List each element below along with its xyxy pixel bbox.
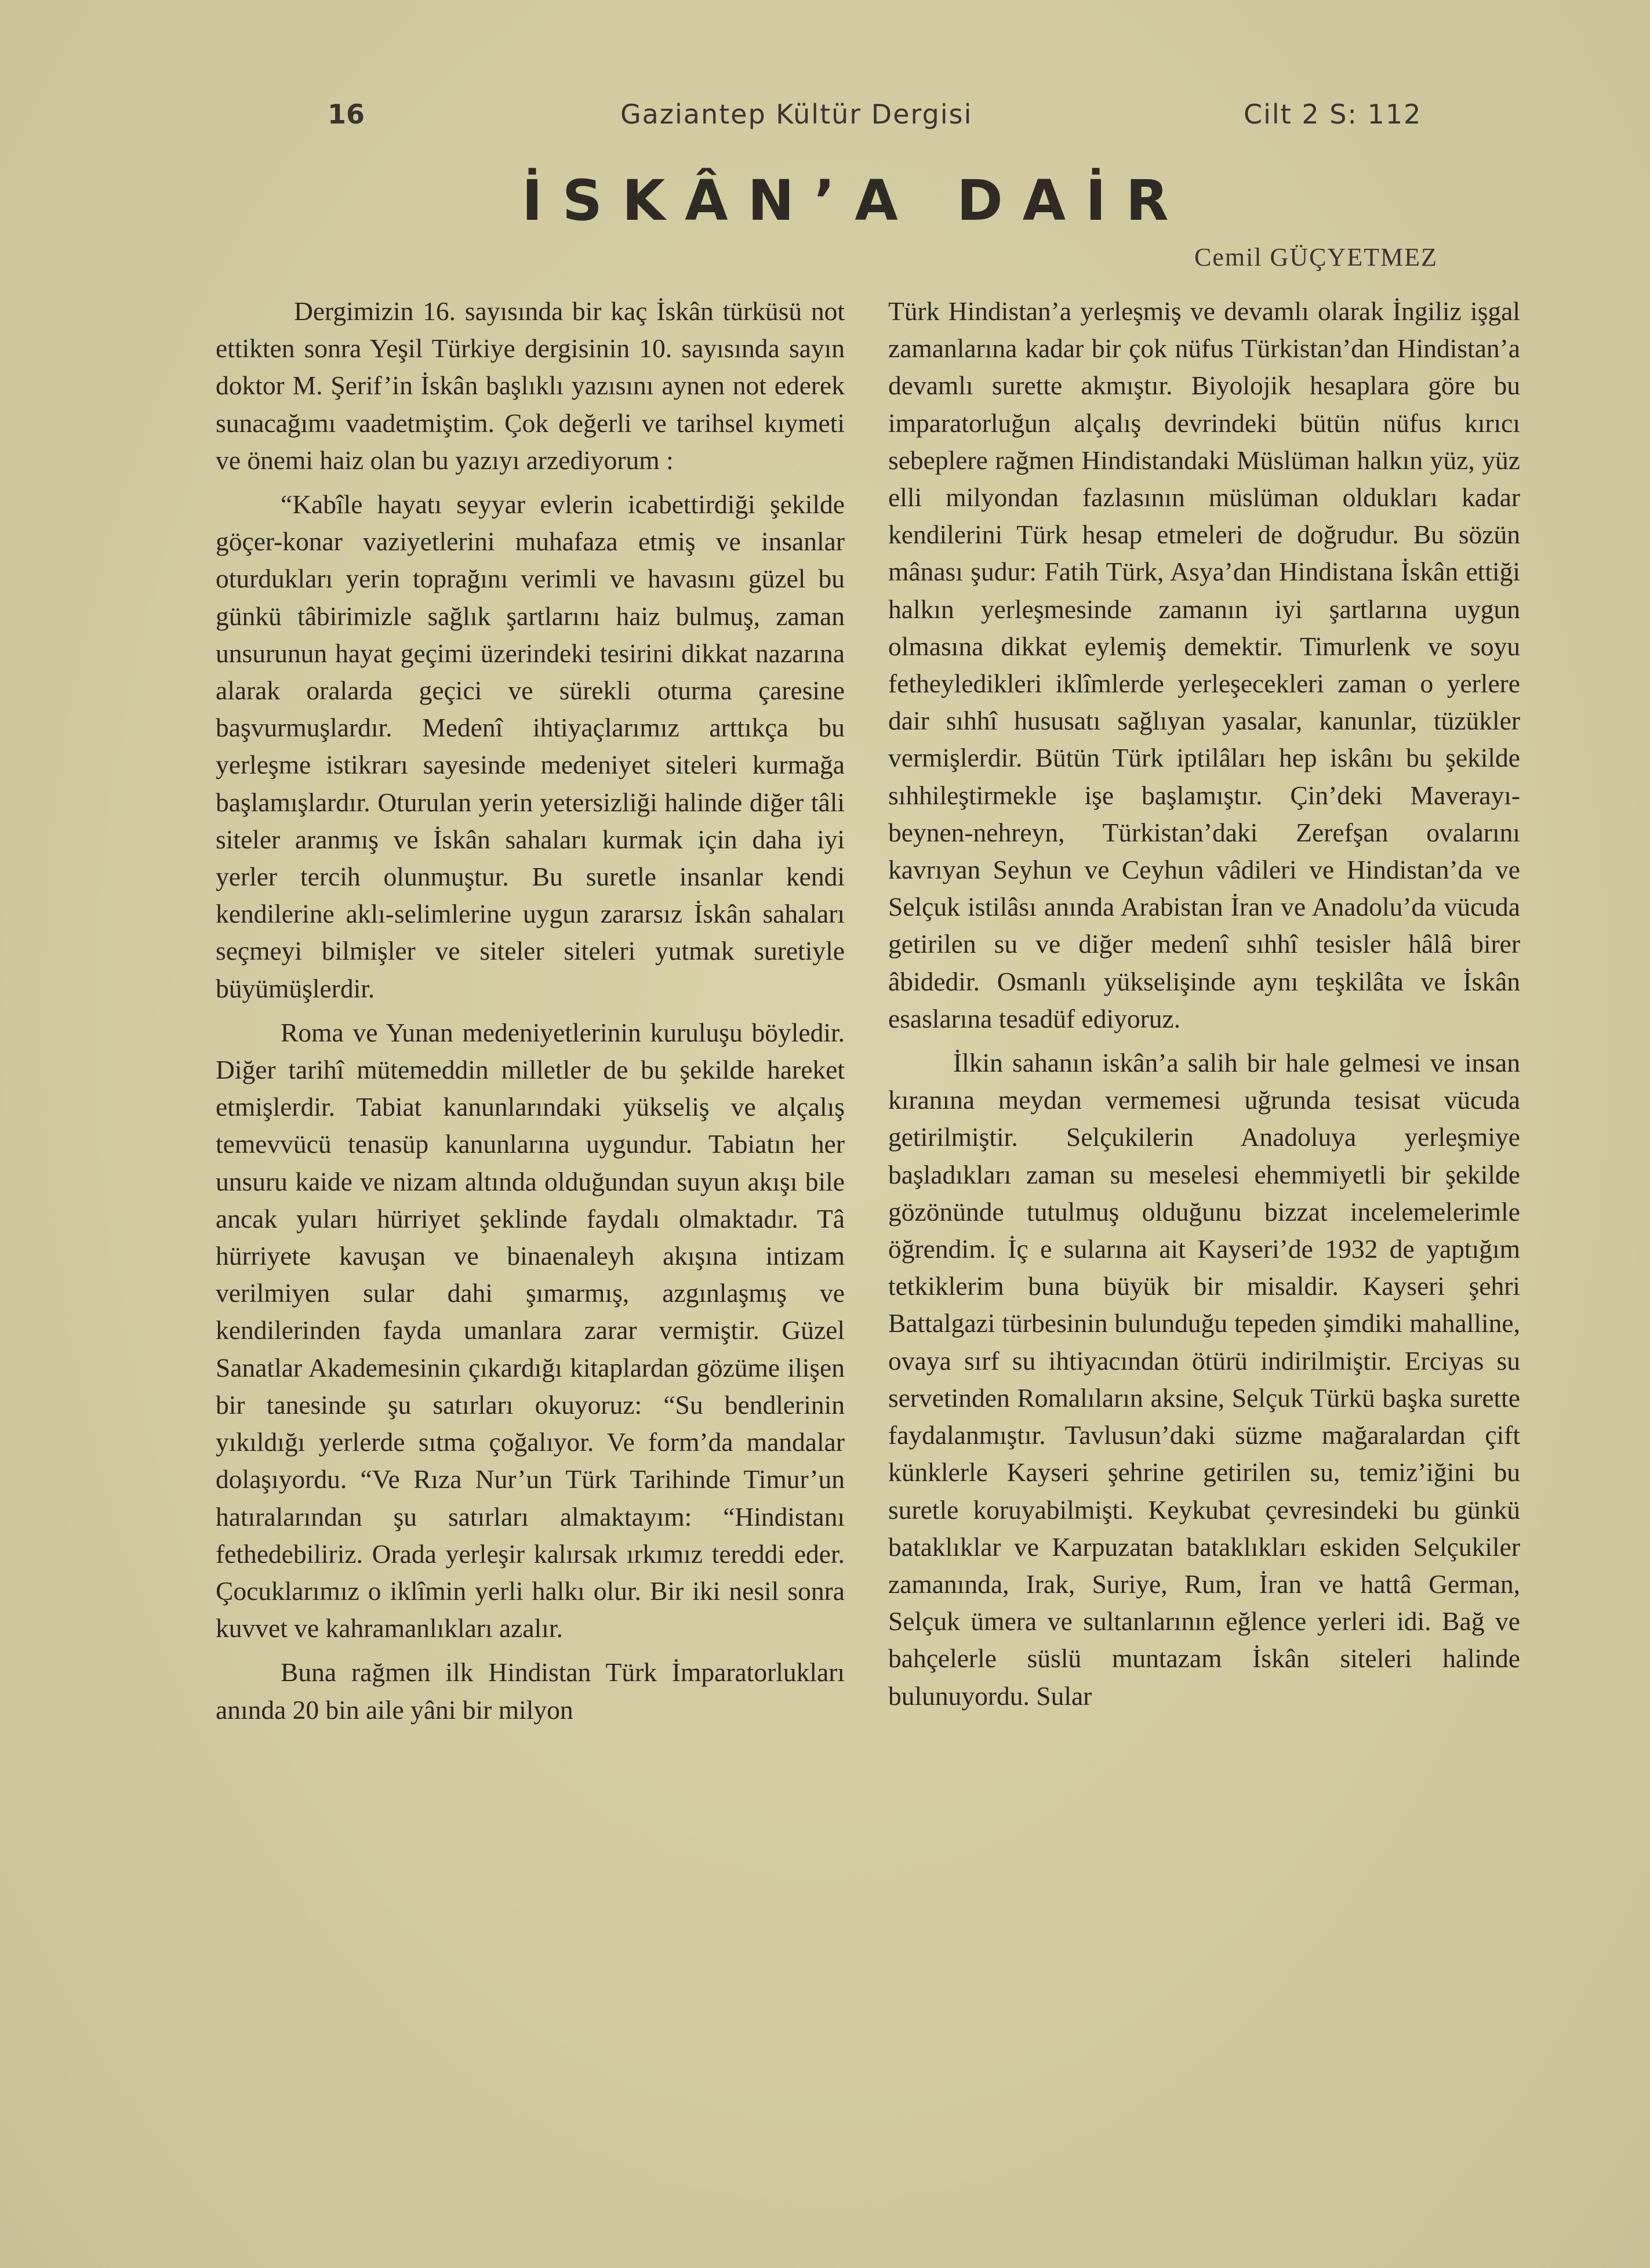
paragraph: Roma ve Yunan medeniyetlerinin kuruluşu böyledir. Diğer tarihî mütemeddin milletler de bu şekilde hareket etmişlerdir. Tabiat kanunlarındaki yükseliş ve alçalış temevvücü tenasüp kanunlarına uygundur. Tabiatın her unsuru kaide ve nizam altında olduğundan suyun akışı bile ancak yuları hürriyet şeklinde faydalı olmaktadır. Tâ hürriyete kavuşan ve binaenaleyh akışına intizam verilmiyen sular dahi şımarmış, azgınlaşmış ve kendilerinden fayda umanlara zarar vermiştir. Güzel Sanatlar Akademesinin çıkardığı kitaplardan gözüme ilişen bir tanesinde şu satırları okuyoruz: “Su bendlerinin yıkıldığı yerlerde sıtma çoğalıyor. Ve form’da mandalar dolaşıyordu. “Ve Rıza Nur’un Türk Tarihinde Timur’un hatıralarından şu satırları almaktayım: “Hindistanı fethedebiliriz. Orada yerleşir kalırsak ırkımız tereddi eder. Çocuklarımız o iklîmin yerli halkı olur. Bir iki nesil sonra kuvvet ve kahramanlıkları azalır. [216,1017,845,1643]
article-title: İSKÂN’A DAİR [522,168,1189,233]
paragraph: Dergimizin 16. sayısında bir kaç İskân türküsü not ettikten sonra Yeşil Türkiye dergisinin 10. sayısında sayın doktor M. Şerif’in İskân başlıklı yazısını aynen not ederek sunacağımı vaadetmiştim. Çok değerli ve tarihsel kıymeti ve önemi haiz olan bu yazıyı arzediyorum : [216,296,845,475]
right-column [888,293,1520,1715]
volume-issue: Cilt 2 S: 112 [1244,99,1422,130]
article-author: Cemil GÜÇYETMEZ [1194,243,1438,271]
paragraph: “Kabîle hayatı seyyar evlerin icabettirdiği şekilde göçer-konar vaziyetlerini muhafaza etmiş ve insanlar oturdukları yerin toprağını verimli ve havasını güzel bu günkü tâbirimizle sağlık şartlarını haiz bulmuş, zaman unsurunun hayat geçimi üzerindeki tesirini dikkat nazarına alarak oralarda geçici ve sürekli oturma çaresine başvurmuşlardır. Medenî ihtiyaçlarımız arttıkça bu yerleşme istikrarı sayesinde medeniyet siteleri kurmağa başlamışlardır. Oturulan yerin yetersizliği halinde diğer tâli siteler aranmış ve İskân sahaları kurmak için daha iyi yerler tercih olunmuştur. Bu suretle insanlar kendi kendilerine aklı-selimlerine uygun zararsız İskân sahaları seçmeyi bilmişler ve siteler siteleri yutmak suretiyle büyümüşlerdir. [216,489,845,1003]
paragraph: Buna rağmen ilk Hindistan Türk İmparatorlukları anında 20 bin aile yâni bir milyon [216,1657,845,1725]
paragraph: Türk Hindistan’a yerleşmiş ve devamlı olarak İngiliz işgal zamanlarına kadar bir çok nüfus Türkistan’dan Hindistan’a devamlı surette akmıştır. Biyolojik hesaplara göre bu imparatorluğun alçalış devrindeki bütün nüfus kırıcı sebeplere rağmen Hindistandaki Müslüman halkın yüz, yüz elli milyondan fazlasının müslüman oldukları kadar kendilerini Türk hesap etmeleri de doğrudur. Bu sözün mânası şudur: Fatih Türk, Asya’dan Hindistana İskân ettiği halkın yerleşmesinde zamanın iyi şartlarına uygun olmasına dikkat eylemiş demektir. Timurlenk ve soyu fetheyledikleri iklîmlerde yerleşecekleri zaman o yerlere dair sıhhî hususatı sağlıyan yasalar, kanunlar, tüzükler vermişlerdir. Bütün Türk iptilâları hep iskânı bu şekilde sıhhileştirmekle işe başlamıştır. Çin’deki Maverayı-beynen-nehreyn, Türkistan’daki Zerefşan ovalarını kavrıyan Seyhun ve Ceyhun vâdileri ve Hindistan’da ve Selçuk istilâsı anında Arabistan İran ve Anadolu’da vücuda getirilen su ve diğer medenî sıhhî tesisler hâlâ birer âbidedir. Osmanlı yükselişinde aynı teşkilâta ve İskân esaslarına tesadüf ediyoruz. [888,296,1520,1033]
running-head [0,99,1650,145]
paragraph: İlkin sahanın iskân’a salih bir hale gelmesi ve insan kıranına meydan vermemesi uğrunda tesisat vücuda getirilmiştir. Selçukilerin Anadoluya yerleşmiye başladıkları zaman su meselesi ehemmiyetli bir şekilde gözönünde tutulmuş olduğunu bizzat incelemelerimle öğrendim. İç e sularına ait Kayseri’de 1932 de yaptığım tetkiklerim buna büyük bir misaldir. Kayseri şehri Battalgazi türbesinin bulunduğu tepeden şimdiki mahalline, ovaya sırf su ihtiyacından ötürü indirilmiştir. Erciyas su servetinden Romalıların aksine, Selçuk Türkü başka surette faydalanmıştır. Tavlusun’daki süzme mağaralardan çift künklerle Kayseri şehrine getirilen su, temiz’iğini bu suretle koruyabilmişti. Keykubat çevresindeki bu günkü bataklıklar ve Karpuzatan bataklıkları eskiden Selçukiler zamanında, Irak, Suriye, Rum, İran ve hattâ German, Selçuk ümera ve sultanlarının eğlence yerleri idi. Bağ ve bahçelerle süslü muntazam İskân siteleri halinde bulunuyordu. Sular [888,1048,1520,1711]
journal-name: Gaziantep Kültür Dergisi [620,99,973,130]
page-number: 16 [328,99,365,130]
left-column [216,293,845,1729]
